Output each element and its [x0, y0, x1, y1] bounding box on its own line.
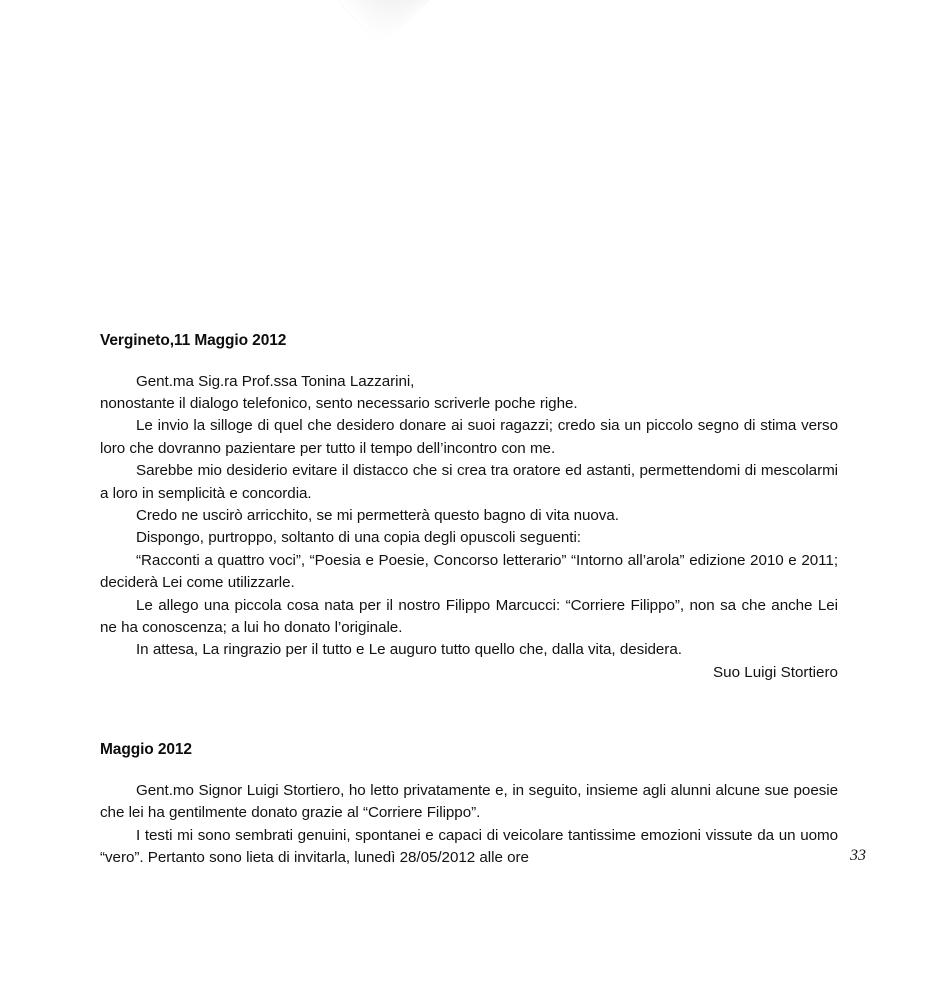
- banner-text-block: [300, 0, 761, 46]
- letter-paragraph: Gent.mo Signor Luigi Stortiero, ho letto privatamente e, in seguito, insieme agli alunni alcune sue poesie che lei ha gentilmente donato grazie al “Corriere Filippo”.: [100, 781, 838, 822]
- letter-paragraph: “Racconti a quattro voci”, “Poesia e Poesie, Concorso letterario” “Intorno all’arola” edizione 2010 e 2011; deciderà Lei come utilizzarle.: [100, 551, 838, 592]
- page-content: [100, 332, 838, 870]
- letter-date-heading: Maggio 2012: [100, 741, 192, 759]
- letter-signature: Suo Luigi Stortiero: [713, 663, 838, 681]
- letter-paragraph: Dispongo, purtroppo, soltanto di una copia degli opuscoli seguenti:: [136, 529, 581, 547]
- banner-fade-overlay: [300, 0, 761, 46]
- letter-block: [100, 741, 838, 869]
- banner-strip: [300, 0, 761, 46]
- banner-gradient-background: [300, 0, 761, 46]
- letter-paragraph: I testi mi sono sembrati genuini, spontanei e capaci di veicolare tantissime emozioni vissute da un uomo “vero”. Pertanto sono lieta di invitarla, lunedì 28/05/2012 alle ore: [100, 826, 838, 867]
- letter-paragraph: Credo ne uscirò arricchito, se mi permetterà questo bagno di vita nuova.: [136, 507, 619, 525]
- letter-paragraph: Le invio la silloge di quel che desidero donare ai suoi ragazzi; credo sia un piccolo segno di stima verso loro che dovranno pazientare per tutto il tempo dell’incontro con me.: [100, 417, 838, 457]
- letter-paragraph: Sarebbe mio desiderio evitare il distacco che si crea tra oratore ed astanti, permettendomi di mescolarmi a loro in semplicità e concordia.: [100, 462, 838, 502]
- page-number: 33: [850, 847, 866, 864]
- corner-banner: [0, 0, 942, 330]
- letter-date-heading: Vergineto,11 Maggio 2012: [100, 332, 287, 349]
- letter-block: [100, 332, 838, 684]
- letter-separator: [100, 684, 838, 741]
- letter-paragraph: Gent.ma Sig.ra Prof.ssa Tonina Lazzarini,: [136, 372, 415, 390]
- letter-paragraph: In attesa, La ringrazio per il tutto e Le auguro tutto quello che, dalla vita, desidera.: [136, 641, 682, 659]
- letter-paragraph: Le allego una piccola cosa nata per il nostro Filippo Marcucci: “Corriere Filippo”, non sa che anche Lei ne ha conoscenza; a lui ho donato l’originale.: [100, 596, 838, 637]
- letter-paragraph: nonostante il dialogo telefonico, sento necessario scriverle poche righe.: [100, 395, 578, 412]
